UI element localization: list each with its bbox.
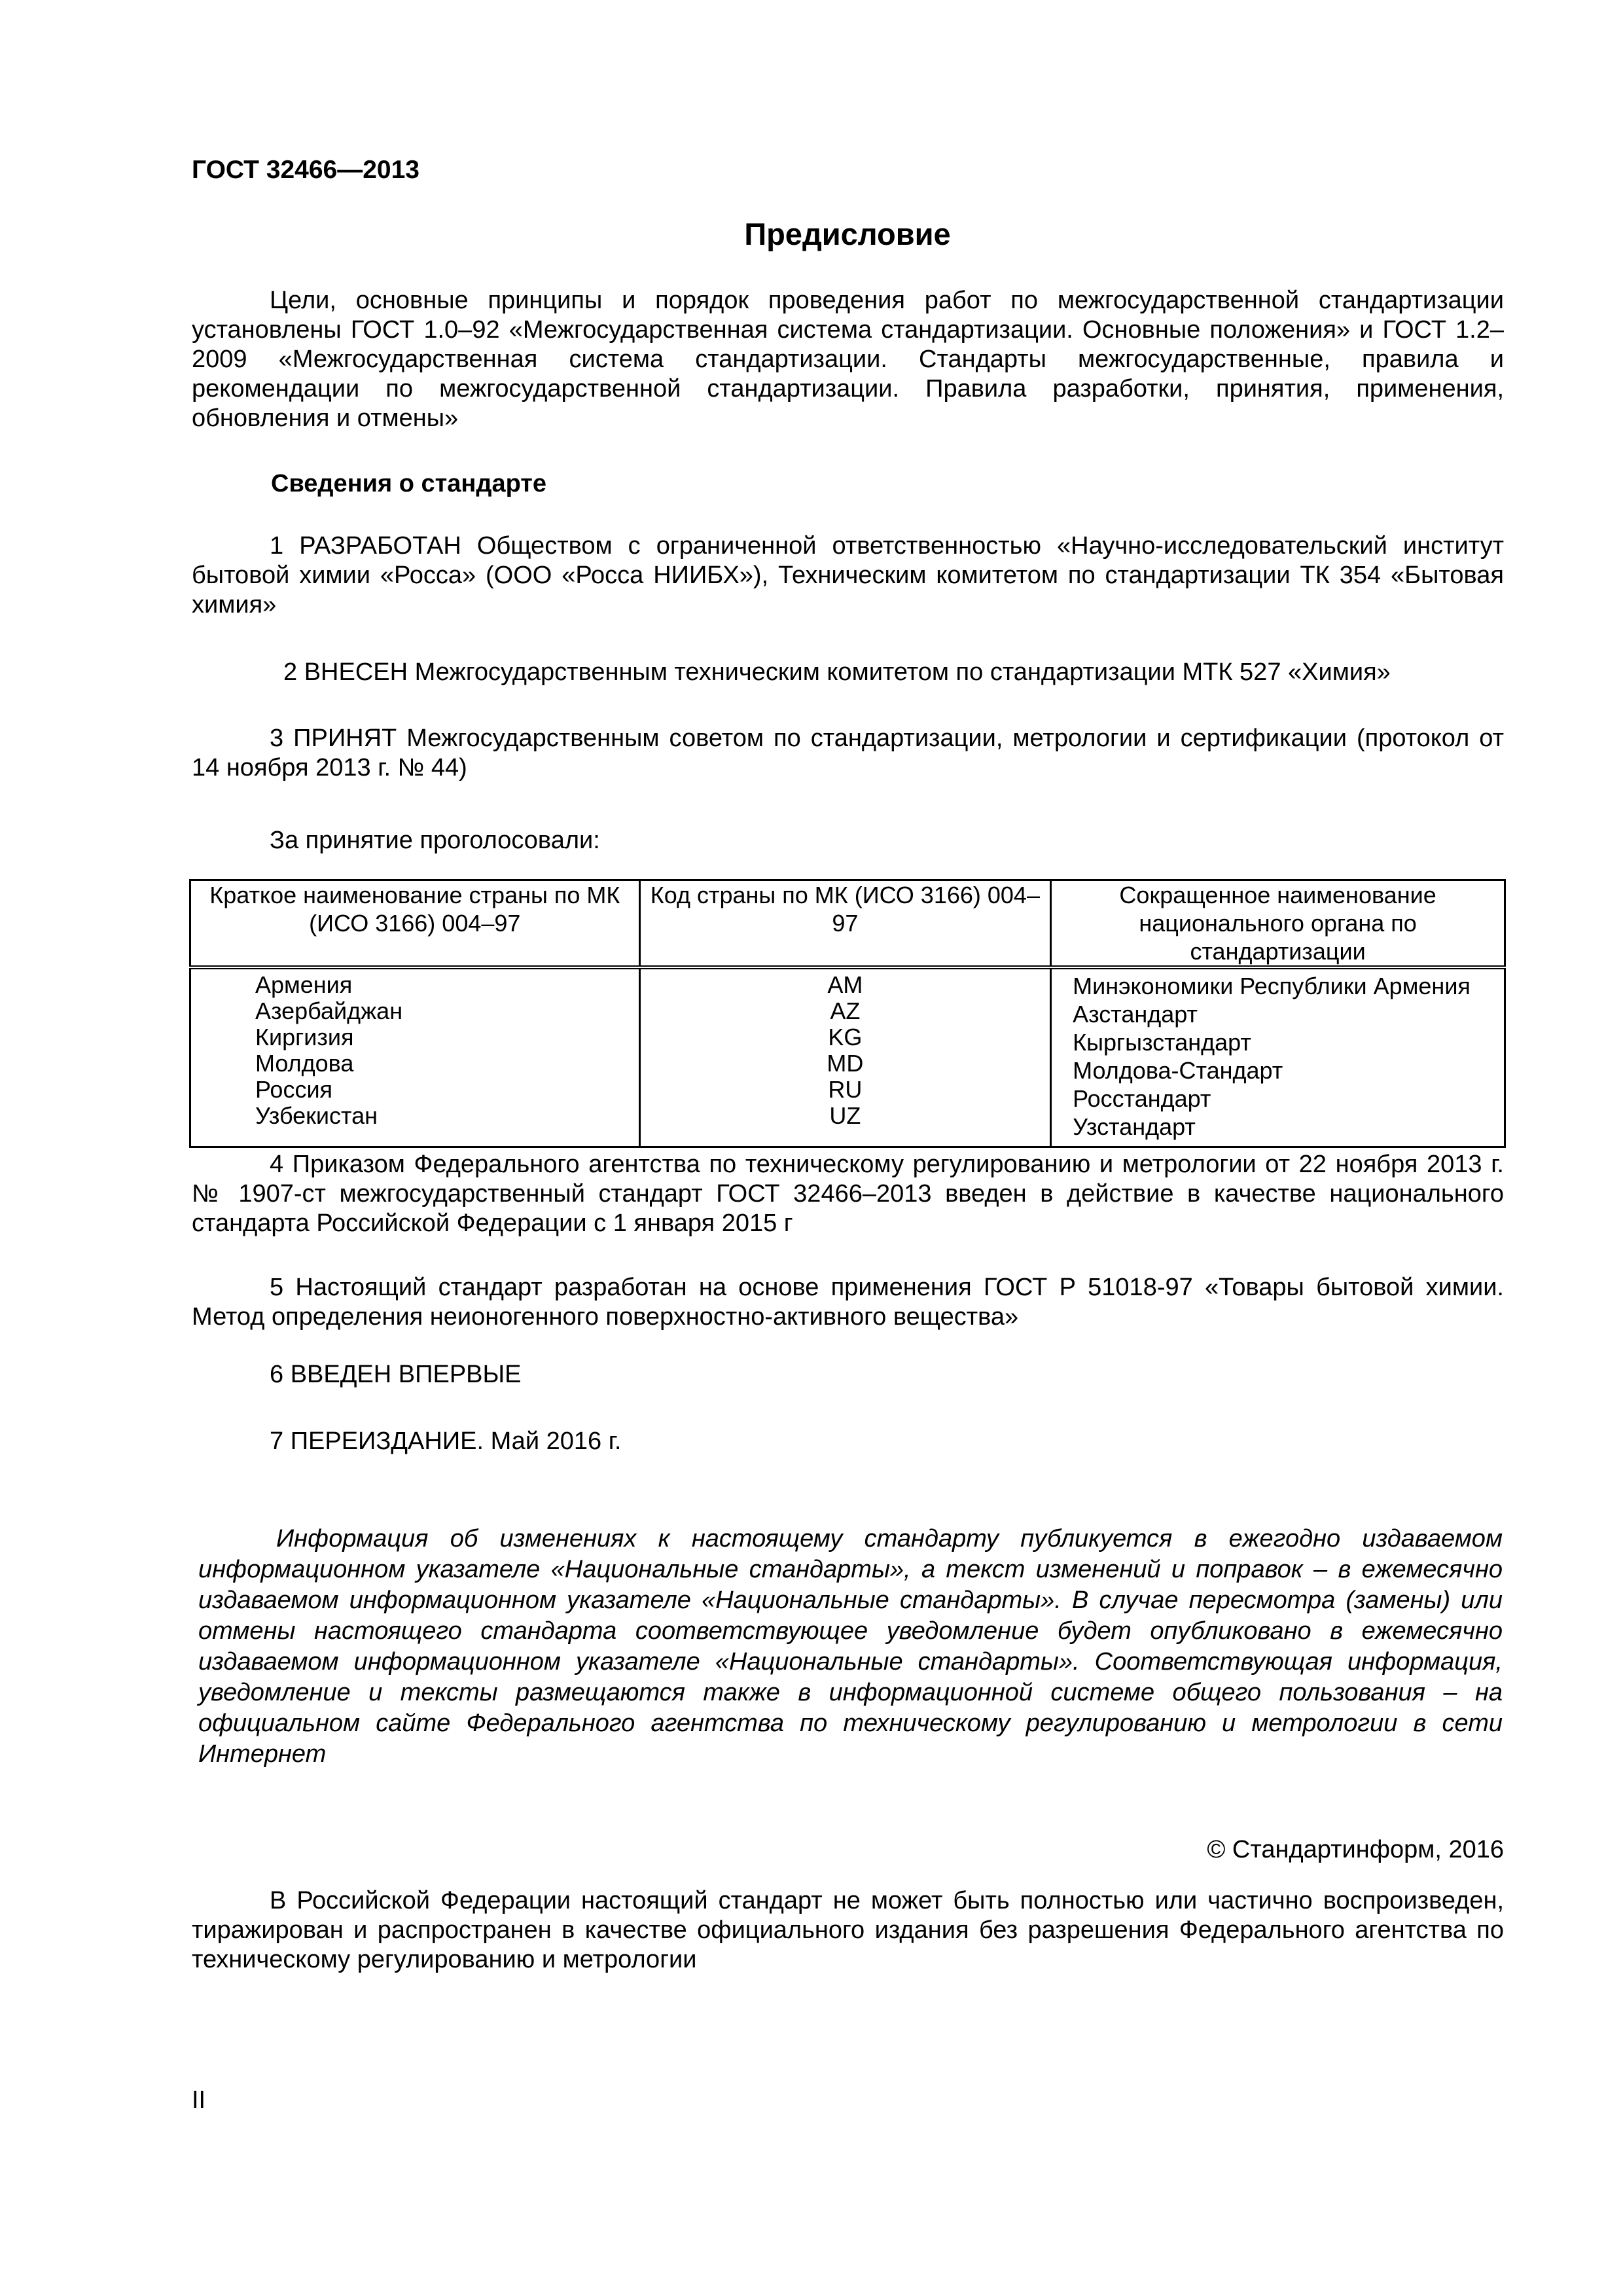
column-header-body: Сокращенное наименование национального органа по стандартизации <box>1051 880 1505 968</box>
code-cell <box>639 967 1051 1147</box>
country-code: UZ <box>829 1102 861 1129</box>
standards-body: Минэкономики Республики Армения <box>1073 973 1471 999</box>
country-name: Киргизия <box>255 1024 354 1050</box>
column-header-code: Код страны по МК (ИСО 3166) 004–97 <box>639 880 1051 968</box>
section-title: Сведения о стандарте <box>271 470 547 497</box>
standards-body: Молдова-Стандарт <box>1073 1057 1283 1084</box>
country-code: RU <box>828 1076 863 1103</box>
country-cell <box>190 967 640 1147</box>
standards-body: Кыргызстандарт <box>1073 1029 1251 1056</box>
country-code: AM <box>827 971 863 998</box>
item-4: 4 Приказом Федерального агентства по техническому регулированию и метрологии от 22 ноября 2013 г. № 1907-ст межгосударственный стандарт ГОСТ 32466–2013 введен в действие в качестве национального стандарта Российской Федерации с 1 января 2015 г <box>192 1151 1504 1237</box>
column-header-country: Краткое наименование страны по МК (ИСО 3166) 004–97 <box>190 880 640 968</box>
voting-table <box>189 879 1506 1148</box>
item-6: 6 ВВЕДЕН ВПЕРВЫЕ <box>270 1361 522 1388</box>
item-7: 7 ПЕРЕИЗДАНИЕ. Май 2016 г. <box>270 1427 622 1455</box>
country-name: Узбекистан <box>255 1102 378 1129</box>
notice-paragraph: Информация об изменениях к настоящему стандарту публикуется в ежегодно издаваемом информационном указателе «Национальные стандарты», а текст изменений и поправок – в ежемесячно издаваемом информационном указателе «Национальные стандарты». В случае пересмотра (замены) или отмены настоящего стандарта соответствующее уведомление будет опубликовано в ежемесячно издаваемом информационном указателе «Национальные стандарты». Соответствующая информация, уведомление и тексты размещаются также в информационной системе общего пользования – на официальном сайте Федерального агентства по техническому регулированию и метрологии в сети Интернет <box>198 1525 1503 1768</box>
document-header: ГОСТ 32466—2013 <box>192 156 419 184</box>
country-name: Молдова <box>255 1050 354 1077</box>
item-1: 1 РАЗРАБОТАН Обществом с ограниченной ответственностью «Научно-исследовательский институт бытовой химии «Росса» (ООО «Росса НИИБХ»), Техническим комитетом по стандартизации ТК 354 «Бытовая химия» <box>192 532 1504 619</box>
intro-paragraph: Цели, основные принципы и порядок проведения работ по межгосударственной стандартизации установлены ГОСТ 1.0–92 «Межгосударственная система стандартизации. Основные положения» и ГОСТ 1.2–2009 «Межгосударственная система стандартизации. Стандарты межгосударственные, правила и рекомендации по межгосударственной стандартизации. Правила разработки, принятия, применения, обновления и отмены» <box>192 287 1504 432</box>
country-code: MD <box>827 1050 864 1077</box>
country-code: KG <box>828 1024 863 1050</box>
standards-body: Узстандарт <box>1073 1113 1196 1140</box>
country-name: Россия <box>255 1076 333 1103</box>
standards-body: Азстандарт <box>1073 1001 1198 1028</box>
rights-paragraph: В Российской Федерации настоящий стандарт не может быть полностью или частично воспроизведен, тиражирован и распространен в качестве официального издания без разрешения Федерального агентства по техническому регулированию и метрологии <box>192 1887 1504 1973</box>
page-title: Предисловие <box>744 217 951 251</box>
country-code: AZ <box>830 997 861 1024</box>
page-number: II <box>192 2087 206 2114</box>
standards-body: Росстандарт <box>1073 1085 1211 1112</box>
item-3: 3 ПРИНЯТ Межгосударственным советом по стандартизации, метрологии и сертификации (протокол от 14 ноября 2013 г. № 44) <box>192 725 1504 781</box>
vote-caption: За принятие проголосовали: <box>270 827 600 854</box>
copyright: © Стандартинформ, 2016 <box>1207 1836 1504 1863</box>
item-2: 2 ВНЕСЕН Межгосударственным техническим комитетом по стандартизации МТК 527 «Химия» <box>283 658 1391 686</box>
country-name: Армения <box>255 971 353 998</box>
country-name: Азербайджан <box>255 997 403 1024</box>
item-5: 5 Настоящий стандарт разработан на основе применения ГОСТ Р 51018-97 «Товары бытовой химии. Метод определения неионогенного поверхностно-активного вещества» <box>192 1274 1504 1331</box>
body-cell <box>1051 967 1505 1147</box>
